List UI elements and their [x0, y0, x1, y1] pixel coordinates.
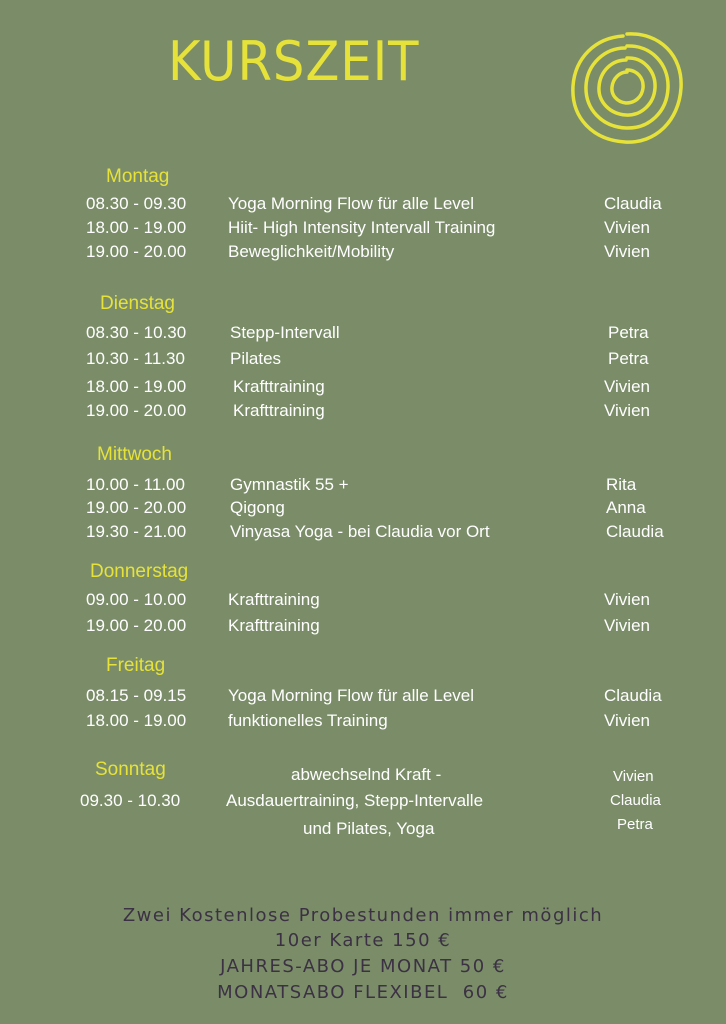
- schedule-row: [0, 218, 726, 242]
- class-teacher: Vivien: [604, 590, 650, 609]
- class-name: Vinyasa Yoga - bei Claudia vor Ort: [230, 522, 490, 541]
- class-name: Pilates: [230, 349, 282, 368]
- footer-trial-info: Zwei Kostenlose Probestunden immer möglich: [122, 905, 604, 926]
- day-heading-sonntag: Sonntag: [95, 759, 166, 780]
- footer-annual-subscription: JAHRES-ABO JE MONAT 50 €: [220, 956, 506, 977]
- sunday-teacher: Vivien: [613, 768, 654, 785]
- schedule-row: [0, 401, 726, 425]
- class-time: 08.15 - 09.15: [86, 686, 187, 705]
- class-teacher: Claudia: [606, 522, 664, 541]
- day-heading-dienstag: Dienstag: [100, 293, 175, 314]
- schedule-row: [0, 522, 726, 546]
- schedule-row: [0, 242, 726, 266]
- class-name: funktionelles Training: [228, 711, 388, 730]
- class-name: Krafttraining: [228, 590, 320, 609]
- class-teacher: Vivien: [604, 377, 650, 396]
- day-heading-freitag: Freitag: [106, 655, 166, 676]
- class-name: Beweglichkeit/Mobility: [228, 242, 395, 261]
- schedule-row: [0, 498, 726, 522]
- class-time: 19.30 - 21.00: [86, 522, 187, 541]
- schedule-row: [0, 711, 726, 735]
- sunday-time: 09.30 - 10.30: [80, 791, 181, 810]
- class-teacher: Petra: [608, 323, 649, 342]
- class-teacher: Claudia: [604, 686, 662, 705]
- class-teacher: Vivien: [604, 401, 650, 420]
- day-heading-donnerstag: Donnerstag: [90, 561, 189, 582]
- schedule-row: [0, 323, 726, 347]
- sunday-teacher: Claudia: [610, 792, 661, 809]
- class-teacher: Vivien: [604, 616, 650, 635]
- class-teacher: Anna: [606, 498, 646, 517]
- sunday-teacher: Petra: [617, 816, 653, 833]
- spiral-icon: [565, 26, 689, 150]
- class-time: 08.30 - 09.30: [86, 194, 187, 213]
- class-time: 18.00 - 19.00: [86, 377, 187, 396]
- sunday-course-line: abwechselnd Kraft -: [291, 765, 442, 784]
- footer-ten-card: 10er Karte 150 €: [274, 930, 452, 951]
- schedule-row: [0, 194, 726, 218]
- class-time: 10.30 - 11.30: [86, 349, 185, 368]
- class-name: Yoga Morning Flow für alle Level: [228, 194, 475, 213]
- class-teacher: Petra: [608, 349, 649, 368]
- class-name: Gymnastik 55 +: [230, 475, 349, 494]
- sunday-course-line: Ausdauertraining, Stepp-Intervalle: [226, 791, 484, 810]
- class-teacher: Claudia: [604, 194, 662, 213]
- class-time: 19.00 - 20.00: [86, 242, 187, 261]
- schedule-row: [0, 590, 726, 614]
- class-time: 10.00 - 11.00: [86, 475, 185, 494]
- class-name: Qigong: [230, 498, 285, 517]
- class-teacher: Vivien: [604, 218, 650, 237]
- schedule-row: [0, 686, 726, 710]
- class-name: Stepp-Intervall: [230, 323, 340, 342]
- footer-monthly-subscription: MONATSABO FLEXIBEL 60 €: [217, 982, 509, 1003]
- sunday-course-line: und Pilates, Yoga: [303, 819, 435, 838]
- class-time: 09.00 - 10.00: [86, 590, 187, 609]
- class-time: 18.00 - 19.00: [86, 711, 187, 730]
- schedule-row: [0, 616, 726, 640]
- class-name: Yoga Morning Flow für alle Level: [228, 686, 475, 705]
- class-teacher: Vivien: [604, 711, 650, 730]
- class-time: 19.00 - 20.00: [86, 401, 187, 420]
- day-heading-mittwoch: Mittwoch: [97, 444, 172, 465]
- class-time: 18.00 - 19.00: [86, 218, 187, 237]
- day-heading-montag: Montag: [106, 166, 170, 187]
- schedule-row: [0, 475, 726, 499]
- class-name: Krafttraining: [228, 616, 320, 635]
- class-time: 08.30 - 10.30: [86, 323, 187, 342]
- class-time: 19.00 - 20.00: [86, 498, 187, 517]
- class-name: Hiit- High Intensity Intervall Training: [228, 218, 496, 237]
- class-teacher: Rita: [606, 475, 637, 494]
- schedule-row: [0, 349, 726, 373]
- schedule-row: [0, 377, 726, 401]
- class-name: Krafttraining: [233, 401, 325, 420]
- page-title: KURSZEIT: [168, 30, 420, 93]
- class-teacher: Vivien: [604, 242, 650, 261]
- class-name: Krafttraining: [233, 377, 325, 396]
- class-time: 19.00 - 20.00: [86, 616, 187, 635]
